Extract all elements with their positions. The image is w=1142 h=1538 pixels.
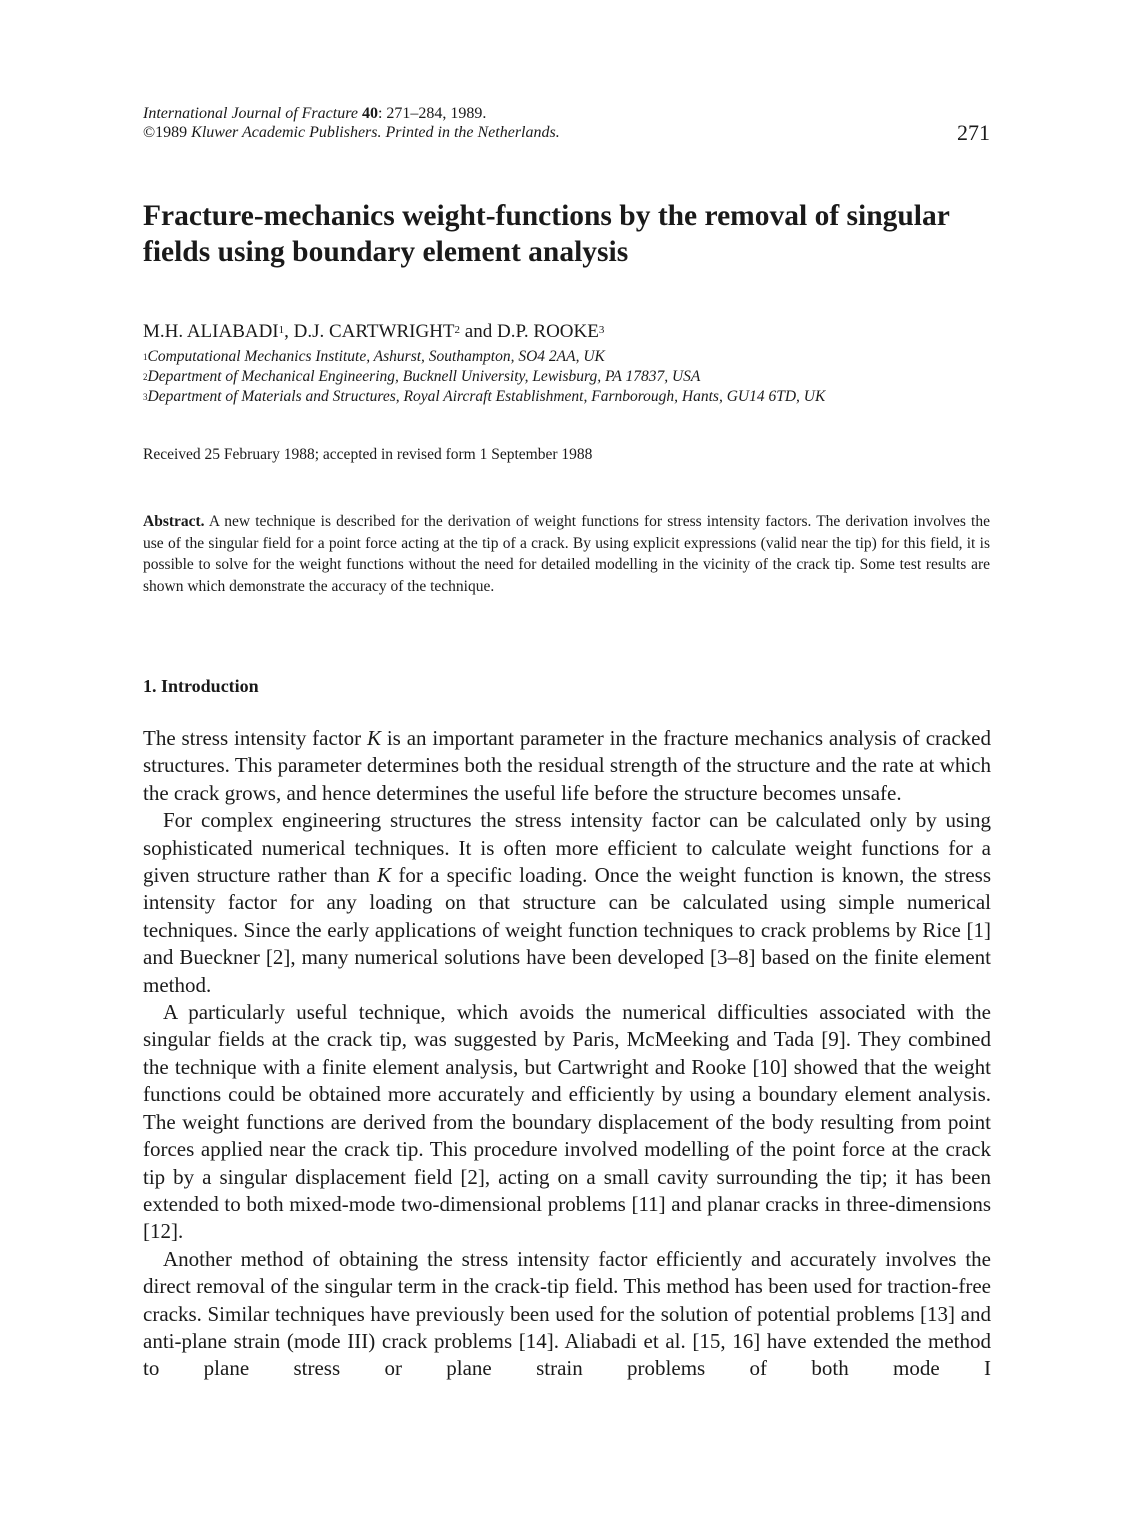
author-name: D.P. ROOKE	[496, 321, 599, 342]
paper-title: Fracture-mechanics weight-functions by the removal of singular fields using boundary element analysis	[143, 200, 950, 268]
page-number: 271	[957, 120, 990, 145]
author-list	[143, 321, 604, 343]
abstract-label: Abstract.	[143, 513, 205, 530]
author-name: M.H. ALIABADI	[143, 321, 279, 342]
paragraph-text: for a specific loading. Once the weight function is known, the stress intensity factor for any loading on that structure can be calculated using simple numerical techniques. Since the early applications of weight function techniques to crack problems by Rice [1] and Bueckner [2], many numerical solutions have been developed [3–8] based on the finite element method.	[143, 863, 992, 997]
copyright-line	[143, 123, 560, 142]
author-affiliation-mark: 2	[454, 324, 461, 336]
section-body	[143, 725, 991, 1383]
author-separator: and	[460, 321, 497, 342]
affiliation	[143, 347, 825, 367]
affiliation-text: Department of Mechanical Engineering, Bucknell University, Lewisburg, PA 17837, USA	[147, 368, 701, 385]
symbol-k: K	[366, 726, 381, 750]
affiliation-text: Department of Materials and Structures, Royal Aircraft Establishment, Farnborough, Hants, GU14 6TD, UK	[147, 388, 826, 405]
paragraph: A particularly useful technique, which avoids the numerical difficulties associated with the singular fields at the crack tip, was suggested by Paris, McMeeking and Tada [9]. They combined the technique with a finite element analysis, but Cartwright and Rooke [10] showed that the weight functions could be obtained more accurately and efficiently by using a boundary element analysis. The weight functions are derived from the boundary displacement of the body resulting from point forces applied near the crack tip. This procedure involved modelling of the point force at the crack tip by a singular displacement field [2], acting on a small cavity surrounding the tip; it has been extended to both mixed-mode two-dimensional problems [11] and planar cracks in three-dimensions [12].	[143, 1000, 991, 1244]
affiliation-mark: 1	[143, 352, 148, 362]
abstract	[143, 511, 990, 597]
paragraph-text: The stress intensity factor	[143, 726, 367, 750]
journal-pages: : 271–284, 1989.	[377, 105, 487, 122]
author-affiliation-mark: 1	[278, 324, 285, 336]
received-dates: Received 25 February 1988; accepted in revised form 1 September 1988	[143, 446, 593, 463]
abstract-text: A new technique is described for the derivation of weight functions for stress intensity factors. The derivation involves the use of the singular field for a point force acting at the tip of a crack. By using explicit expressions (valid near the tip) for this field, it is possible to solve for the weight functions without the need for detailed modelling in the vicinity of the crack tip. Some test results are shown which demonstrate the accuracy of the technique.	[143, 513, 990, 595]
paragraph-text: is an important parameter in the fracture mechanics analysis of cracked structures. This parameter determines both the residual strength of the structure and the rate at which the crack grows, and hence determines the useful life before the structure becomes unsafe.	[143, 726, 992, 805]
paragraph-text: For complex engineering structures the stress intensity factor can be calculated only by using sophisticated numerical techniques. It is often more efficient to calculate weight functions for a given structure rather than	[143, 808, 991, 888]
publisher: Kluwer Academic Publishers. Printed in the Netherlands.	[191, 124, 560, 141]
section-heading: 1. Introduction	[143, 676, 259, 696]
author-affiliation-mark: 3	[598, 324, 605, 336]
paragraph: Another method of obtaining the stress intensity factor efficiently and accurately involves the direct removal of the singular term in the crack-tip field. This method has been used for traction-free cracks. Similar techniques have previously been used for the solution of potential problems [13] and anti-plane strain (mode III) crack problems [14]. Aliabadi et al. [15, 16] have extended the method to plane stress or plane strain problems of both mode I	[143, 1246, 991, 1381]
affiliation	[143, 387, 825, 407]
journal-line	[143, 104, 560, 123]
journal-volume: 40	[361, 105, 378, 122]
affiliation-mark: 3	[143, 392, 148, 402]
copyright-symbol: ©	[143, 124, 156, 141]
paragraph	[143, 807, 991, 999]
affiliation-text: Computational Mechanics Institute, Ashurst, Southampton, SO4 2AA, UK	[147, 348, 605, 365]
journal-name: International Journal of Fracture	[143, 105, 358, 122]
affiliation	[143, 367, 825, 387]
affiliation-list	[143, 347, 825, 407]
copyright-year: 1989	[155, 124, 188, 141]
author-name: D.J. CARTWRIGHT	[293, 321, 455, 342]
affiliation-mark: 2	[143, 372, 148, 382]
paragraph	[143, 725, 991, 807]
symbol-k: K	[377, 863, 392, 888]
author-separator: ,	[284, 321, 294, 342]
journal-citation	[143, 104, 560, 142]
